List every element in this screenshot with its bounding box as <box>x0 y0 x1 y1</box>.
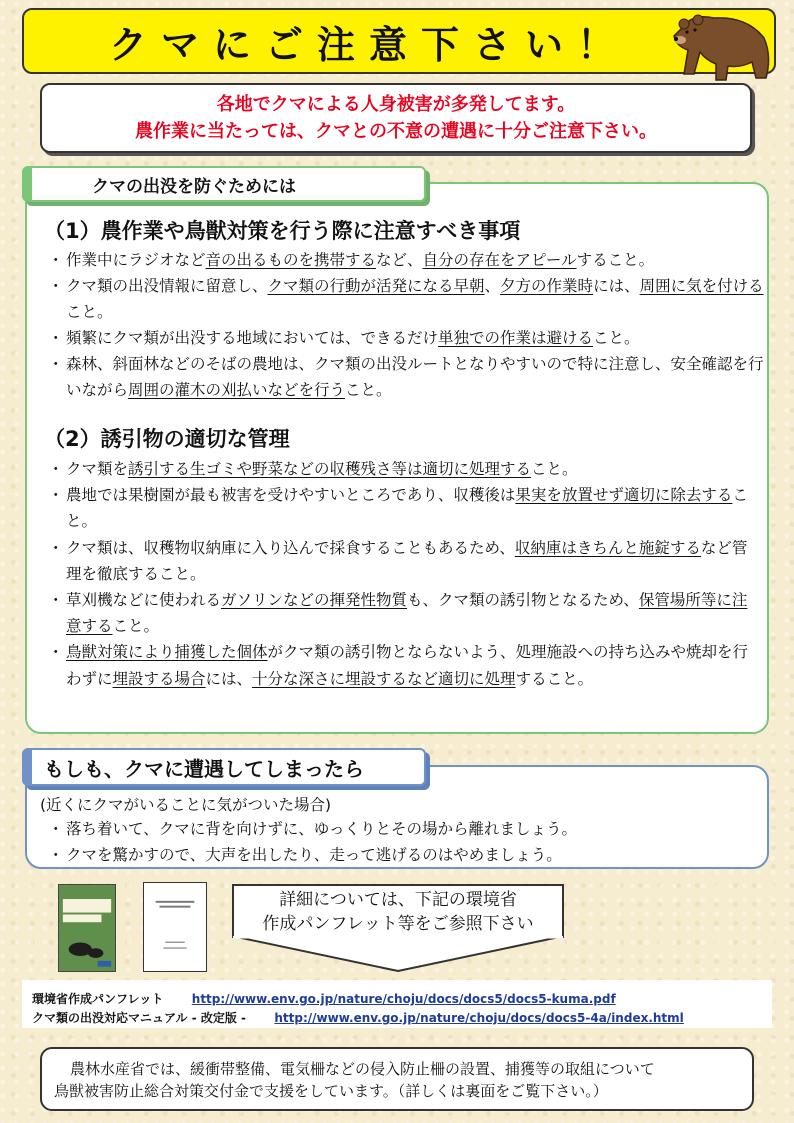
footer-line-1: 農林水産省では、緩衝帯整備、電気柵などの侵入防止柵の設置、捕獲等の取組について <box>70 1060 655 1078</box>
list-item: ・ クマ類の出没情報に留意し、クマ類の行動が活発になる早朝、夕方の作業時には、周囲に気を付けること。 <box>48 277 764 321</box>
list-item: ・ 森林、斜面林などのそばの農地は、クマ類の出没ルートとなりやすいので特に注意し、安全確認を行いながら周囲の灌木の刈払いなどを行うこと。 <box>48 355 764 399</box>
pamphlet-link[interactable]: http://www.env.go.jp/nature/choju/docs/docs5/docs5-kuma.pdf <box>191 992 616 1006</box>
warning-line-2: 農作業に当たっては、クマとの不意の遭遇に十分ご注意下さい。 <box>135 121 657 142</box>
manual-link[interactable]: http://www.env.go.jp/nature/choju/docs/docs5-4a/index.html <box>274 1011 684 1025</box>
callout-line-1: 詳細については、下記の環境省 <box>279 890 517 910</box>
encounter-list <box>44 816 744 868</box>
link-label: クマ類の出没対応マニュアル - 改定版 - <box>32 1011 247 1025</box>
list-item: ・ 落ち着いて、クマに背を向けずに、ゆっくりとその場から離れましょう。 <box>48 820 578 838</box>
list-item: ・ 草刈機などに使われるガソリンなどの揮発性物質も、クマ類の誘引物となるため、保管場所等に注意すること。 <box>48 591 748 636</box>
links-box <box>22 980 772 1028</box>
list-item: ・ 頻繁にクマ類が出没する地域においては、できるだけ単独での作業は避けること。 <box>48 329 640 347</box>
list-item: ・ 作業中にラジオなど音の出るものを携帯するなど、自分の存在をアピールすること。 <box>48 251 655 269</box>
warning-box <box>40 83 752 153</box>
prevention-tab: クマの出没を防ぐためには <box>22 166 426 202</box>
section1-list <box>44 247 768 403</box>
link-label: 環境省作成パンフレット <box>32 992 164 1006</box>
callout-line-2: 作成パンフレット等をご参照下さい <box>262 914 534 934</box>
callout-box <box>232 884 564 938</box>
pamphlet-cover-image <box>58 884 116 972</box>
callout-arrow <box>232 936 564 972</box>
footer-line-2: 鳥獣被害防止総合対策交付金で支援をしています。（詳しくは裏面をご覧下さい。） <box>54 1082 608 1100</box>
footer-box <box>40 1047 754 1111</box>
bear-illustration <box>652 8 774 86</box>
list-item: ・ 鳥獣対策により捕獲した個体がクマ類の誘引物とならないよう、処理施設への持ち込みや焼却を行わずに埋設する場合には、十分な深さに埋設するなど適切に処理すること。 <box>48 643 749 688</box>
manual-cover-image <box>143 882 207 972</box>
section1-heading: （1）農作業や鳥獣対策を行う際に注意すべき事項 <box>44 219 521 243</box>
page-title: クマにご注意下さい！ <box>108 22 629 67</box>
warning-line-1: 各地でクマによる人身被害が多発してます。 <box>216 94 576 115</box>
link-row-manual <box>32 1009 684 1026</box>
section2-list <box>44 456 760 692</box>
list-item: ・ クマを驚かすので、大声を出したり、走って逃げるのはやめましょう。 <box>48 846 562 864</box>
encounter-intro: (近くにクマがいることに気がついた場合) <box>40 796 332 814</box>
encounter-tab: もしも、クマに遭遇してしまったら <box>22 748 426 786</box>
list-item: ・ クマ類を誘引する生ゴミや野菜などの収穫残さ等は適切に処理すること。 <box>48 460 578 478</box>
list-item: ・ 農地では果樹園が最も被害を受けやすいところであり、収穫後は果実を放置せず適切に除去すること。 <box>48 486 748 531</box>
link-row-pamphlet <box>32 990 616 1007</box>
list-item: ・ クマ類は、収穫物収納庫に入り込んで採食することもあるため、収納庫はきちんと施錠するなど管理を徹底すること。 <box>48 538 748 583</box>
section2-heading: （2）誘引物の適切な管理 <box>44 427 290 451</box>
